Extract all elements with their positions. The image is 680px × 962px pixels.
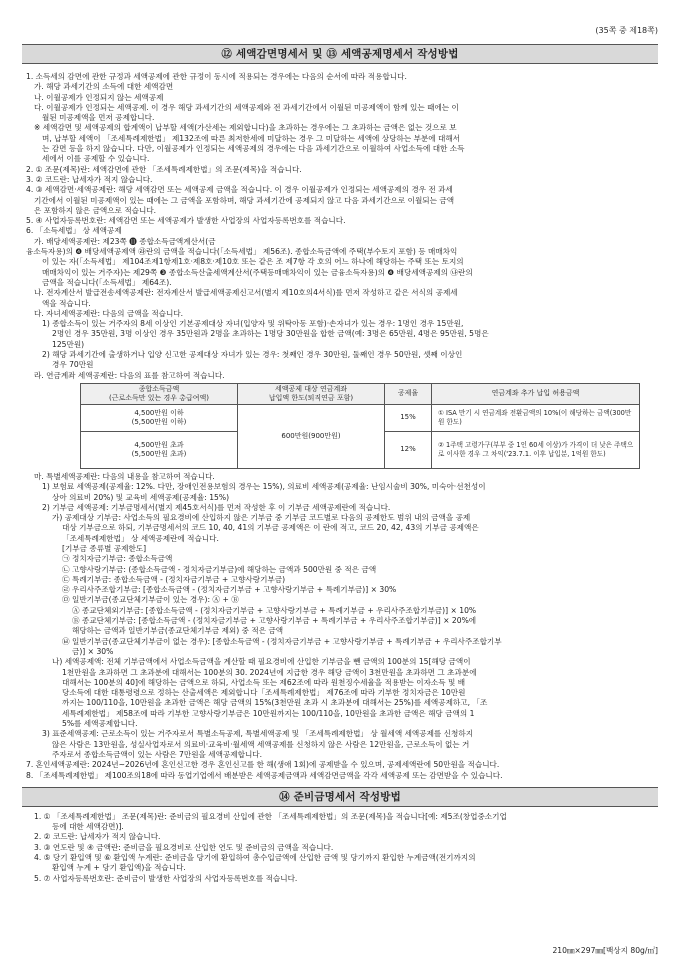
text-line: 상아 의료비 20%) 및 교육비 세액공제(공제율: 15%) (52, 492, 230, 502)
text-line: 1천만원을 초과하면 그 초과분에 대해서는 100분의 30. 2024년에 지급한 경우 해당 금액이 3천만원을 초과하면 그 초과분에 (62, 667, 477, 677)
text-line: 1. ① 「조세특례제한법」 조문(제목)란: 준비금의 필요경비 산입에 관한 「조세특례제한법」의 조문(제목)을 적습니다[예: 제5조(창업중소기업 (34, 811, 507, 821)
text-line: 5. ⑦ 사업자등록번호란: 준비금이 발생한 사업장의 사업자등록번호를 적습니다. (34, 873, 298, 883)
text-line: 3) 표준세액공제: 근로소득이 있는 거주자로서 특별소득공제, 특별세액공제 및 「조세특례제한법」 상 월세액 세액공제를 신청하지 (42, 729, 474, 739)
text-line: 나) 세액공제액: 전체 기부금액에서 사업소득금액을 계산할 때 필요경비에 산입한 기부금을 뺀 금액의 100분의 15[해당 금액이 (52, 657, 471, 667)
text-line: 나. 이월공제가 인정되지 않는 세액공제 (34, 92, 164, 102)
text-line: 2. ② 코드란: 납세자가 적지 않습니다. (34, 832, 161, 842)
text-line: 월된 미공제액을 먼저 공제합니다. (42, 113, 155, 123)
table-cell: 600만원(900만원) (238, 404, 385, 468)
table-cell: 15% (385, 404, 432, 431)
table-header: 공제율 (385, 383, 432, 404)
text-line: 2명인 경우 35만원, 3명 이상인 경우 35만원과 2명을 초과하는 1명당 30만원을 합한 금액(예: 3명은 65만원, 4명은 95만원, 5명은 (52, 329, 489, 339)
text-line: 1. 소득세의 감면에 관한 규정과 세액공제에 관한 규정이 동시에 적용되는 경우에는 다음의 순서에 따라 적용합니다. (26, 72, 407, 81)
text-line: 금액을 적습니다(「소득세법」 제64조). (42, 277, 172, 287)
text-line: 나. 전자계산서 발급전송세액공제란: 전자계산서 발급세액공제신고서(별지 제10호의4서식)를 먼저 작성하고 같은 서식의 공제세 (34, 288, 458, 298)
text-line: 2) 해당 과세기간에 출생하거나 입양 신고한 공제대상 자녀가 있는 경우: 첫째인 경우 30만원, 둘째인 경우 50만원, 셋째 이상인 (42, 350, 463, 360)
text-line: [기부금 종류별 공제한도] (62, 543, 147, 553)
text-line: 대해서는 100분의 40]에 해당하는 금액으로 하되, 사업소득 또는 제62조에 따라 원천징수세율을 적용받는 이자소득 및 배 (62, 677, 466, 687)
text-line: 는 감면 등을 하지 않습니다. 다만, 이월공제가 인정되는 세액공제의 경우에는 다음 과세기간으로 이월하여 사업소득에 대한 소득 (42, 144, 465, 154)
table-cell: 12% (385, 431, 432, 468)
text-line: 가. 해당 과세기간의 소득에 대한 세액감면 (34, 82, 174, 92)
text-line: ㉤ 일반기부금(종교단체기부금이 있는 경우): Ⓐ + Ⓑ (62, 595, 239, 605)
table-cell: ① ISA 만기 시 연금계좌 전환금액의 10%(이 해당하는 금액(300만원 한도) (432, 404, 640, 431)
text-line: ㉢ 특례기부금: 종합소득금액 - (정치자금기부금 + 고향사랑기부금) (62, 574, 286, 584)
text-line: 가. 배당세액공제란: 제23쪽 ⓫ 종합소득금액계산서(금 (34, 236, 216, 246)
text-line: 4. ③ 세액감면·세액공제란: 해당 세액감면 또는 세액공제 금액을 적습니다. 이 경우 이월공제가 인정되는 세액공제의 경우 전 과세 (26, 185, 453, 195)
section-14-body (22, 812, 658, 884)
text-line: 등에 대한 세액감면)]. (52, 822, 124, 832)
text-line: 환입액 누계 + 당기 환입액)을 적습니다. (52, 863, 186, 873)
text-line: 5. ④ 사업자등록번호란: 세액감면 또는 세액공제가 발생한 사업장의 사업자등록번호를 적습니다. (26, 216, 346, 226)
text-line: 융소득자용)의 ❹ 배당세액공제액 ㉱란의 금액을 적습니다(「소득세법」 제56조). 종합소득금액에 주택(부수토지 포함) 등 매매차익 (26, 247, 458, 257)
text-line: 은 포함하지 않은 금액으로 적습니다. (34, 205, 157, 215)
text-line: 금)] × 30% (72, 646, 114, 656)
text-line: ㉡ 고향사랑기부금: (종합소득금액 - 정치자금기부금)에 해당하는 금액과 500만원 중 적은 금액 (62, 564, 377, 574)
text-line: 마. 특별세액공제란: 다음의 내용을 참고하여 적습니다. (34, 471, 215, 481)
section-12-title: ⑫ 세액감면명세서 및 ⑬ 세액공제명세서 작성방법 (22, 44, 658, 64)
text-line: 4. ⑤ 당기 환입액 및 ⑥ 환입액 누계란: 준비금을 당기에 환입하여 총수입금액에 산입한 금액 및 당기까지 환입한 누계금액(전기까지의 (34, 853, 476, 862)
table-cell: ② 1주택 고령가구(부부 중 1인 60세 이상)가 가격이 더 낮은 주택으로 이사한 경우 그 차익('23.7.1. 이후 납입분, 1억원 한도) (432, 431, 640, 468)
table-cell: 4,500만원 초과 (5,500만원 초과) (81, 431, 238, 468)
text-line: 6. 「소득세법」 상 세액공제 (26, 226, 122, 236)
text-line: 해당하는 금액과 일반기부금(종교단체기부금 제외) 중 적은 금액 (72, 626, 284, 636)
text-line: 세특례제한법」 제58조에 따라 기부한 고향사랑기부금은 10만원까지는 100/110을, 10만원을 초과한 금액은 해당 금액의 1 (62, 708, 475, 718)
text-line: 이 있는 자(「소득세법」 제104조제1항제1호·제8호·제10호 또는 같은 조 제7항 각 호의 어느 하나에 해당하는 주택 또는 토지의 (42, 257, 464, 267)
text-line: 라. 연금계좌 세액공제란: 다음의 표를 참고하여 적습니다. (34, 370, 225, 380)
paper-spec-footer: 210㎜×297㎜[백상지 80g/㎡] (552, 945, 658, 955)
text-line: Ⓑ 종교단체기부금: [종합소득금액 - (정치자금기부금 + 고향사랑기부금 + 특례기부금 + 우리사주조합기부금)] × 20%에 (72, 616, 477, 626)
section-12-body (22, 72, 658, 781)
text-line: 3. ② 코드란: 납세자가 적지 않습니다. (26, 174, 153, 184)
text-line: 않은 사람은 13만원을, 성실사업자로서 의료비·교육비·월세액 세액공제를 신청하지 않은 사람은 12만원을, 근로소득이 없는 거 (52, 739, 470, 749)
text-line: 매매차익이 있는 거주자)는 제29쪽 ❸ 종합소득산출세액계산서(주택등매매차익이 있는 금융소득자용)의 ❹ 배당세액공제의 ㉯란의 (42, 267, 473, 277)
text-line: 다. 자녀세액공제란: 다음의 금액을 적습니다. (34, 308, 184, 318)
text-line: 1) 보험료 세액공제(공제율: 12%. 다만, 장애인전용보험의 경우는 15%), 의료비 세액공제(공제율: 난임시술비 30%, 미숙아·선천성이 (42, 482, 486, 492)
table-header: 세액공제 대상 연금계좌 납입액 한도(퇴직연금 포함) (238, 383, 385, 404)
text-line: 며, 납부할 세액이 「조세특례제한법」 제132조에 따른 최저한세에 미달하는 경우 그 미달하는 세액에 상당하는 부분에 대해서 (42, 133, 460, 143)
text-line: 경우 70만원 (52, 360, 94, 370)
text-line: 2. ① 조문(제목)란: 세액감면에 관한 「조세특례제한법」의 조문(제목)을 적습니다. (26, 164, 302, 174)
text-line: 7. 혼인세액공제란: 2024년~2026년에 혼인신고한 경우 혼인신고를 한 해(생애 1회)에 공제받을 수 있으며, 공제세액란에 50만원을 적습니다. (26, 760, 500, 770)
text-line: ㉥ 일반기부금(종교단체기부금이 없는 경우): [종합소득금액 - (정치자금기부금 + 고향사랑기부금 + 특례기부금 + 우리사주조합기부 (62, 636, 502, 646)
text-line: 가) 공제대상 기부금: 사업소득의 필요경비에 산입하지 않은 기부금 중 기부금 코드별로 다음의 공제한도 범위 내의 금액을 공제 (52, 513, 471, 523)
text-line: 액을 적습니다. (42, 298, 91, 308)
text-line: 다. 이월공제가 인정되는 세액공제. 이 경우 해당 과세기간의 세액공제와 전 과세기간에서 이월된 미공제액이 함께 있는 때에는 이 (34, 102, 459, 112)
text-line: 세에서 이를 공제할 수 있습니다. (42, 154, 150, 164)
text-line: 주자로서 종합소득금액이 있는 사람은 7만원을 세액공제합니다. (52, 749, 263, 759)
text-line: 1) 종합소득이 있는 거주자의 8세 이상인 기본공제대상 자녀(입양자 및 위탁아동 포함)·손자녀가 있는 경우: 1명인 경우 15만원, (42, 319, 464, 329)
text-line: 2) 기부금 세액공제: 기부금명세서(별지 제45호서식)를 먼저 작성한 후 이 기부금 세액공제란에 적습니다. (42, 502, 391, 512)
text-line: ※ 세액감면 및 세액공제의 합계액이 납부할 세액(가산세는 제외합니다)을 초과하는 경우에는 그 초과하는 금액은 없는 것으로 보 (34, 123, 457, 133)
pension-credit-table (80, 383, 640, 469)
text-line: ㉣ 우리사주조합기부금: [종합소득금액 - (정치자금기부금 + 고향사랑기부금 + 특례기부금)] × 30% (62, 585, 397, 595)
text-line: 기간에서 이월된 미공제액이 있는 때에는 그 금액을 포함하며, 해당 과세기간에 공제되지 않고 다음 과세기간으로 이월되는 금액 (34, 195, 455, 205)
text-line: 125만원) (52, 339, 85, 349)
page-number: (35쪽 중 제18쪽) (595, 26, 658, 35)
text-line: 까지는 100/110을, 10만원을 초과한 금액은 해당 금액의 15%(3천만원 초과 시 초과분에 대해서는 25%)를 세액공제하고, 「조 (62, 698, 488, 708)
text-line: 당소득에 대한 대통령령으로 정하는 산출세액은 제외합니다「조세특례제한법」 제76조에 따라 기부한 정치자금은 10만원 (62, 688, 466, 698)
table-header: 종합소득금액 (근로소득만 있는 경우 총급여액) (81, 383, 238, 404)
text-line: ㉠ 정치자금기부금: 종합소득금액 (62, 554, 173, 564)
text-line: 3. ③ 연도란 및 ④ 금액란: 준비금을 필요경비로 산입한 연도 및 준비금의 금액을 적습니다. (34, 842, 334, 852)
text-line: 5%를 세액공제합니다. (62, 719, 138, 729)
text-line: 대상 기부금으로 하되, 기부금명세서의 코드 10, 40, 41의 기부금 공제액은 이 란에 적고, 코드 20, 42, 43의 기부금 공제액은 (62, 523, 479, 533)
table-header: 연금계좌 추가 납입 허용금액 (432, 383, 640, 404)
section-14-title: ⑭ 준비금명세서 작성방법 (22, 787, 658, 807)
table-cell: 4,500만원 이하 (5,500만원 이하) (81, 404, 238, 431)
text-line: Ⓐ 종교단체외기부금: [종합소득금액 - (정치자금기부금 + 고향사랑기부금 + 특례기부금 + 우리사주조합기부금)] × 10% (72, 605, 477, 615)
text-line: 8. 「조세특례제한법」 제100조의18에 따라 동업기업에서 배분받은 세액공제금액과 세액감면금액을 각각 세액공제 또는 감면받을 수 있습니다. (26, 770, 503, 780)
text-line: 「조세특례제한법」 상 세액공제란에 적습니다. (62, 533, 219, 543)
